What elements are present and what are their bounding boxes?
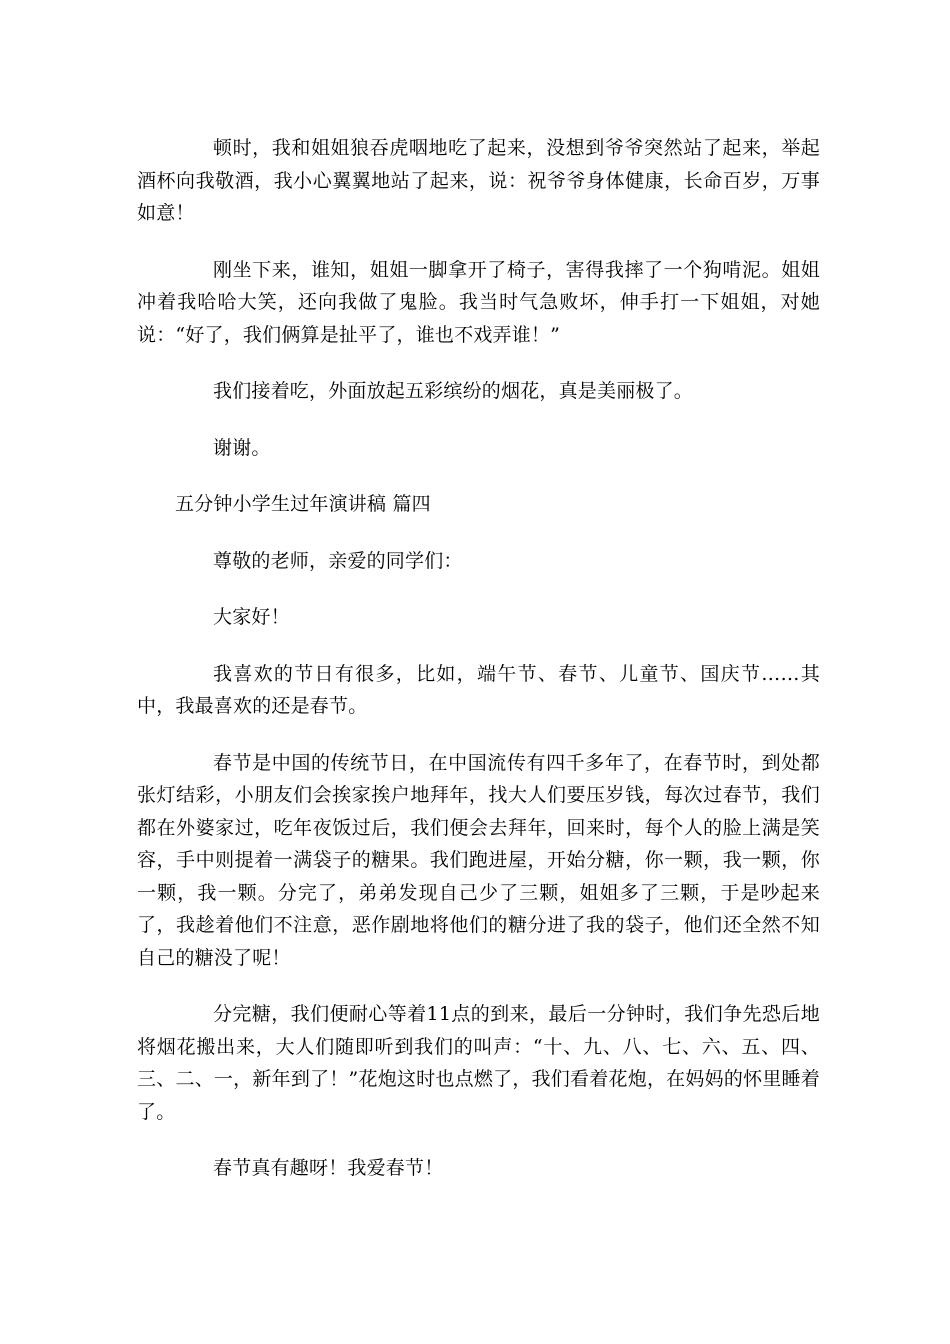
paragraph-favorite-festival: 我喜欢的节日有很多，比如，端午节、春节、儿童节、国庆节……其中，我最喜欢的还是春节。 [137, 662, 820, 717]
paragraph-countdown: 分完糖，我们便耐心等着11点的到来，最后一分钟时，我们争先恐后地将烟花搬出来，大人们随即听到我们的叫声：“十、九、八、七、六、五、四、三、二、一，新年到了！”花炮这时也点燃了，我们看着花炮，在妈妈的怀里睡着了。 [137, 1003, 820, 1123]
paragraph-spring-festival: 春节是中国的传统节日，在中国流传有四千多年了，在春节时，到处都张灯结彩，小朋友们会挨家挨户地拜年，找大人们要压岁钱，每次过春节，我们都在外婆家过，吃年夜饭过后，我们便会去拜年，回来时，每个人的脸上满是笑容，手中则提着一满袋子的糖果。我们跑进屋，开始分糖，你一颗，我一颗，你一颗，我一颗。分完了，弟弟发现自己少了三颗，姐姐多了三颗，于是吵起来了，我趁着他们不注意，恶作剧地将他们的糖分进了我的袋子，他们还全然不知自己的糖没了呢！ [137, 751, 820, 969]
document-page [137, 132, 820, 1185]
paragraph-salutation: 尊敬的老师，亲爱的同学们： [213, 549, 463, 572]
paragraph-greeting: 大家好！ [213, 606, 290, 628]
section-heading: 五分钟小学生过年演讲稿 篇四 [175, 493, 431, 515]
paragraph-thanks: 谢谢。 [213, 436, 271, 459]
paragraph-chair-prank: 刚坐下来，谁知，姐姐一脚拿开了椅子，害得我摔了一个狗啃泥。姐姐冲着我哈哈大笑，还向我做了鬼脸。我当时气急败坏，伸手打一下姐姐，对她说：“好了，我们俩算是扯平了，谁也不戏弄谁！” [137, 258, 820, 346]
paragraph-closing: 春节真有趣呀！我爱春节！ [213, 1157, 444, 1179]
paragraph-fireworks: 我们接着吃，外面放起五彩缤纷的烟花，真是美丽极了。 [213, 380, 694, 402]
paragraph-toast: 顿时，我和姐姐狼吞虎咽地吃了起来，没想到爷爷突然站了起来，举起酒杯向我敬酒，我小心翼翼地站了起来，说：祝爷爷身体健康，长命百岁，万事如意！ [137, 137, 820, 224]
